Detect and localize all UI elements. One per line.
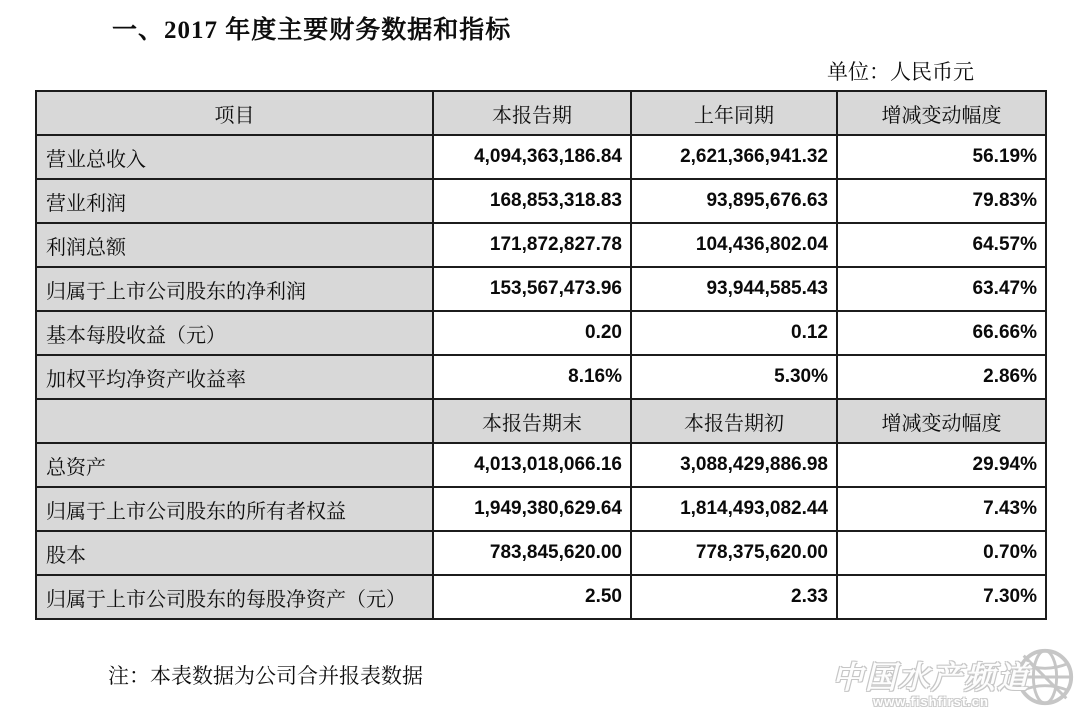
value-prior: 93,944,585.43 (631, 267, 837, 311)
value-period-end: 783,845,620.00 (433, 531, 631, 575)
row-label: 加权平均净资产收益率 (36, 355, 433, 399)
header-cell-item: 项目 (36, 91, 433, 135)
value-period-end: 1,949,380,629.64 (433, 487, 631, 531)
value-change: 0.70% (837, 531, 1046, 575)
value-current: 0.20 (433, 311, 631, 355)
row-label: 股本 (36, 531, 433, 575)
row-label: 利润总额 (36, 223, 433, 267)
table-row (36, 135, 1046, 179)
value-prior: 93,895,676.63 (631, 179, 837, 223)
value-period-end: 2.50 (433, 575, 631, 619)
table-row (36, 179, 1046, 223)
page-title: 一、2017 年度主要财务数据和指标 (112, 17, 512, 44)
value-change: 64.57% (837, 223, 1046, 267)
value-current: 168,853,318.83 (433, 179, 631, 223)
row-label: 归属于上市公司股东的净利润 (36, 267, 433, 311)
value-prior: 2,621,366,941.32 (631, 135, 837, 179)
table-row (36, 355, 1046, 399)
header-cell-prior-period: 上年同期 (631, 91, 837, 135)
row-label: 归属于上市公司股东的所有者权益 (36, 487, 433, 531)
table-header-row-period (36, 91, 1046, 135)
value-change: 79.83% (837, 179, 1046, 223)
financial-data-table (35, 90, 1047, 620)
value-current: 8.16% (433, 355, 631, 399)
table-row (36, 223, 1046, 267)
unit-label: 单位：人民币元 (827, 60, 974, 84)
table-row (36, 311, 1046, 355)
header-cell-empty (36, 399, 433, 443)
value-change: 56.19% (837, 135, 1046, 179)
value-period-start: 778,375,620.00 (631, 531, 837, 575)
header-cell-change: 增减变动幅度 (837, 91, 1046, 135)
value-period-start: 2.33 (631, 575, 837, 619)
table-row (36, 443, 1046, 487)
header-cell-current-period: 本报告期 (433, 91, 631, 135)
row-label: 营业利润 (36, 179, 433, 223)
value-change: 7.30% (837, 575, 1046, 619)
table-row (36, 531, 1046, 575)
value-period-end: 4,013,018,066.16 (433, 443, 631, 487)
header-cell-period-end: 本报告期末 (433, 399, 631, 443)
value-current: 171,872,827.78 (433, 223, 631, 267)
row-label: 归属于上市公司股东的每股净资产（元） (36, 575, 433, 619)
watermark-site-name: 中国水产频道 (832, 659, 1030, 695)
value-change: 66.66% (837, 311, 1046, 355)
header-cell-change: 增减变动幅度 (837, 399, 1046, 443)
value-prior: 0.12 (631, 311, 837, 355)
value-change: 29.94% (837, 443, 1046, 487)
value-prior: 104,436,802.04 (631, 223, 837, 267)
value-current: 4,094,363,186.84 (433, 135, 631, 179)
row-label: 营业总收入 (36, 135, 433, 179)
value-change: 2.86% (837, 355, 1046, 399)
row-label: 基本每股收益（元） (36, 311, 433, 355)
header-cell-period-start: 本报告期初 (631, 399, 837, 443)
value-period-start: 3,088,429,886.98 (631, 443, 837, 487)
value-period-start: 1,814,493,082.44 (631, 487, 837, 531)
table-row (36, 487, 1046, 531)
value-current: 153,567,473.96 (433, 267, 631, 311)
table-row (36, 575, 1046, 619)
table-header-row-balance (36, 399, 1046, 443)
watermark-text-block (832, 652, 1030, 709)
value-prior: 5.30% (631, 355, 837, 399)
row-label: 总资产 (36, 443, 433, 487)
watermark (832, 646, 1076, 714)
value-change: 63.47% (837, 267, 1046, 311)
value-change: 7.43% (837, 487, 1046, 531)
watermark-url: www.fishfirst.cn (873, 693, 989, 709)
table-note: 注：本表数据为公司合并报表数据 (108, 664, 423, 688)
table-row (36, 267, 1046, 311)
